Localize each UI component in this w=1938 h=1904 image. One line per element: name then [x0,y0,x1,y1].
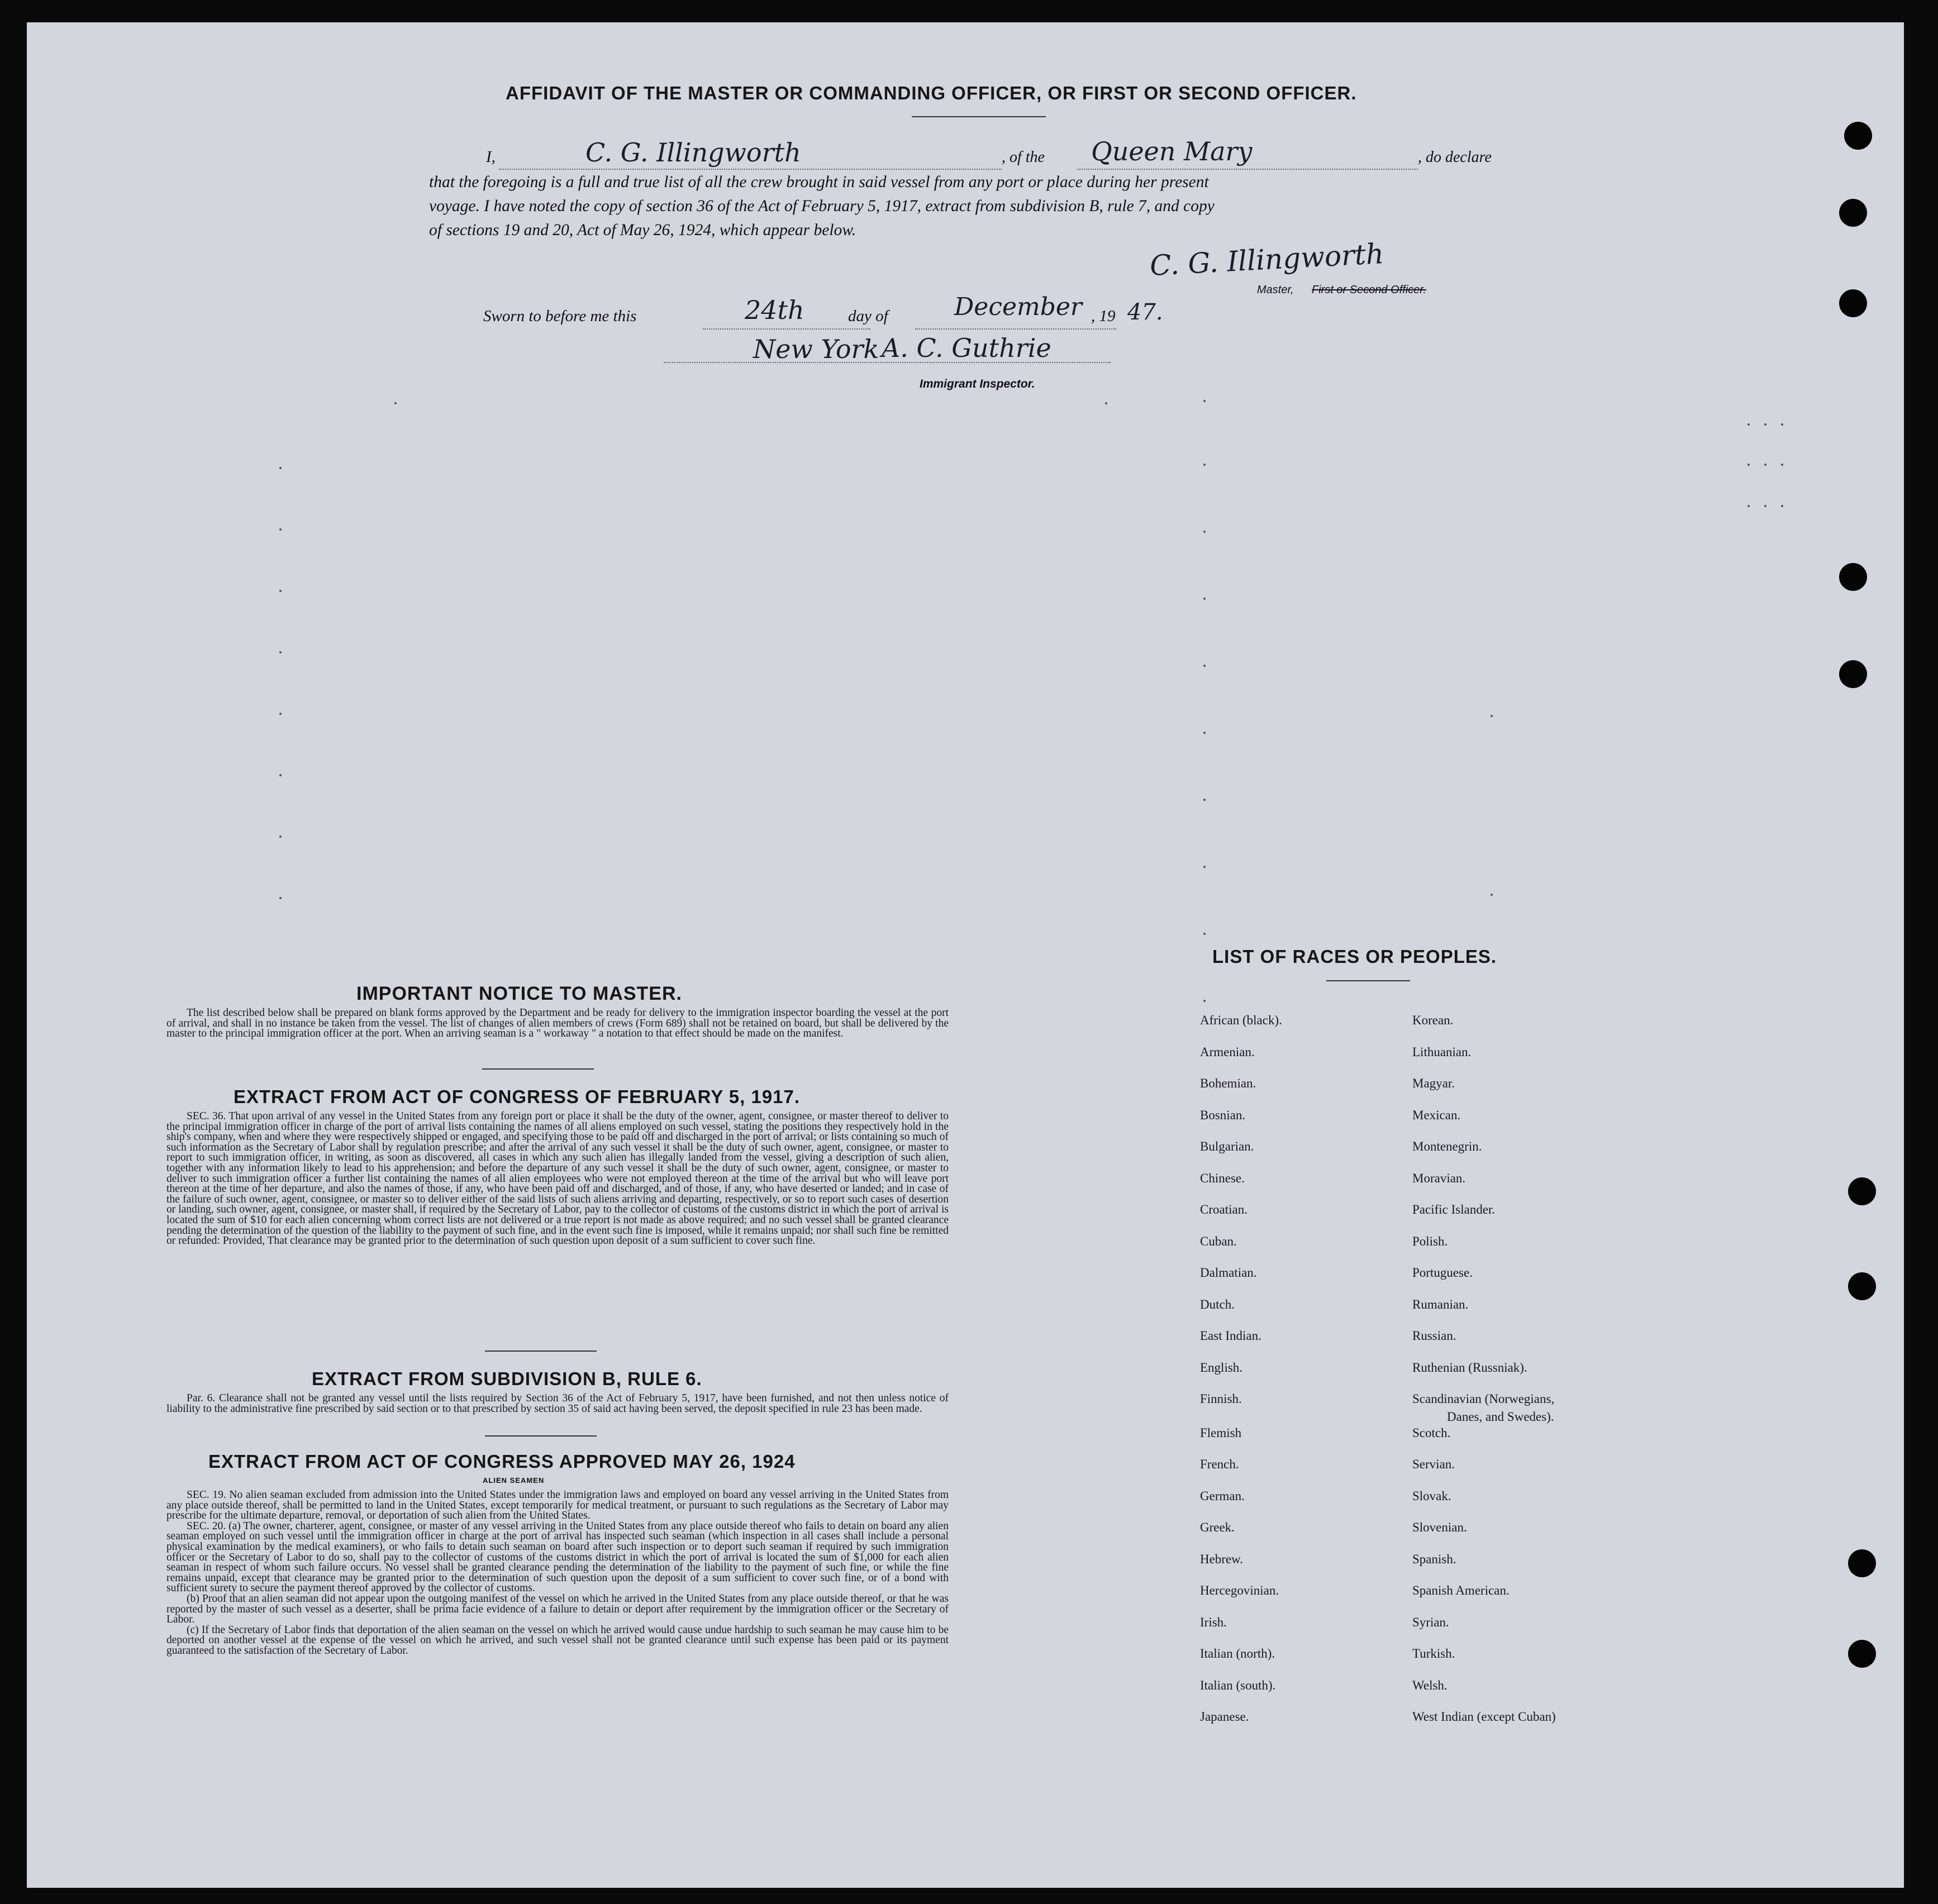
race-item: German. [1200,1489,1245,1503]
extract-1917-title: EXTRACT FROM ACT OF CONGRESS OF FEBRUARY 5, 1917. [234,1086,801,1107]
affidavit-body-line-3: of sections 19 and 20, Act of May 26, 1924, which appear below. [429,221,856,239]
print-dot [279,651,282,653]
notice-text: The list described below shall be prepared on blank forms approved by the Department and be ready for delivery to the immigration inspector boarding the vessel at the port of arrival, and shall in no instance be taken from the vessel. The list of changes of alien members of crews (Form 689) shall not be retained on board, but shall be delivered by the master to the principal immigration officer at the port. When an arriving seaman is a " workaway " a notation to that effect should be made on the manifest. [166,1007,949,1040]
print-dot [1203,933,1206,935]
race-item: Hebrew. [1200,1552,1244,1566]
month-handwritten: December [954,293,1082,321]
race-item: Scandinavian (Norwegians, [1412,1392,1555,1406]
print-dot [1105,402,1107,404]
affidavit-title: AFFIDAVIT OF THE MASTER OR COMMANDING OFFICER, OR FIRST OR SECOND OFFICER. [506,83,1357,103]
race-item: English. [1200,1361,1243,1375]
race-item: Armenian. [1200,1045,1255,1059]
extract-1924-subtitle: ALIEN SEAMEN [483,1476,545,1485]
race-item: African (black). [1200,1013,1282,1027]
race-item: Italian (north). [1200,1647,1275,1660]
race-item: East Indian. [1200,1329,1261,1343]
race-item: Turkish. [1412,1647,1455,1660]
race-item: Chinese. [1200,1171,1245,1185]
print-dot [1781,423,1783,426]
print-dot [1203,531,1206,533]
inspector-place-handwritten: New York [753,334,879,364]
punch-hole [1844,122,1872,150]
print-dot [1747,423,1750,426]
race-item: Scotch. [1412,1426,1451,1440]
affidavit-i-label: I, [486,148,496,166]
day-handwritten: 24th [745,295,804,325]
affidavit-body-line-1: that the foregoing is a full and true list of all the crew brought in said vessel from any port or place during her present [429,173,1209,191]
sec-20b-text: (b) Proof that an alien seaman did not appear upon the outgoing manifest of the vessel on which he arrived in the United States from any place outside thereof, or that he was reported by the master of such vessel as a deserter, shall be prima facie evidence of a failure to detain or deport after requirement by the immigration officer or the Secretary of Labor. [166,1592,949,1626]
do-declare-label: , do declare [1418,149,1492,166]
print-dot [1491,894,1493,896]
race-item: Bosnian. [1200,1108,1246,1122]
race-item: Slovak. [1412,1489,1451,1503]
race-item: Ruthenian (Russniak). [1412,1361,1527,1375]
race-item: Syrian. [1412,1615,1449,1629]
race-item: Russian. [1412,1329,1456,1343]
punch-hole [1839,563,1867,591]
print-dot [279,774,282,776]
print-dot [1203,665,1206,667]
document-page [27,22,1904,1888]
race-item: Welsh. [1412,1678,1447,1692]
extract-1924-body [166,1490,949,1657]
race-item: Spanish. [1412,1552,1456,1566]
day-of-label: day of [848,307,888,325]
punch-hole [1848,1177,1876,1205]
print-dot [279,713,282,715]
print-dot [1203,464,1206,466]
race-item: Slovenian. [1412,1520,1467,1534]
print-dot [1781,464,1783,466]
race-item: Pacific Islander. [1412,1202,1496,1216]
print-dot [279,528,282,531]
race-item: Cuban. [1200,1234,1237,1248]
race-item: Dalmatian. [1200,1266,1257,1280]
print-dot [1764,423,1766,426]
race-item: Italian (south). [1200,1678,1276,1692]
race-item: Japanese. [1200,1710,1249,1724]
punch-hole [1839,660,1867,688]
race-item: Finnish. [1200,1392,1242,1406]
struck-officer-label: First or Second Officer. [1312,284,1426,296]
affidavit-title-rule [912,116,1046,117]
race-item: Bohemian. [1200,1076,1256,1090]
print-dot [1203,1000,1206,1002]
month-blank [915,328,1116,330]
race-item: Dutch. [1200,1297,1235,1311]
race-item: Flemish [1200,1426,1242,1440]
of-the-label: , of the [1002,149,1045,166]
race-item: Bulgarian. [1200,1139,1254,1153]
print-dot [1203,400,1206,402]
extract-rule6-text: Par. 6. Clearance shall not be granted any vessel until the lists required by Section 36 of the Act of February 5, 1917, have been furnished, and not then unless notice of liability to the administrative fine prescribed by said section or to that prescribed by section 35 of said act having been served, the deposit specified in rule 23 has been made. [166,1392,949,1415]
year-prefix: , 19 [1091,307,1116,325]
year-handwritten: 47. [1127,299,1163,325]
print-dot [394,402,397,404]
extract-1917-text: SEC. 36. That upon arrival of any vessel in the United States from any foreign port or place it shall be the duty of the owner, agent, consignee, or master thereof to deliver to the principal immigration officer in charge of the port of arrival lists containing the names of all aliens employed on such vessel, stating the positions they respectively hold in the ship's company, when and where they were respectively shipped or engaged, and specifying those to be paid off and discharged in the port of arrival; or lists containing so much of such information as the Secretary of Labor shall by regulation prescribe; and after the arrival of any such vessel it shall be the duty of such owner, agent, consignee, or master to report to such immigration officer, in writing, as soon as discovered, all cases in which any such alien has illegally landed from the vessel, giving a description of such alien, together with any information likely to lead to his apprehension; and before the departure of any such vessel it shall be the duty of such owner, agent, consignee, or master to deliver to such immigration officer a further list containing the names of all alien employees who were not employed thereon at the time of the arrival but who will leave port thereon at the time of her departure, and also the names of those, if any, who have been paid off and discharged, and of those, if any, who have deserted or landed; and in case of the failure of such owner, agent, consignee, or master so to deliver either of the said lists of such aliens arriving and departing, respectively, or so to report such cases of desertion or landing, such owner, agent, consignee, or master shall, if required by the Secretary of Labor, pay to the collector of customs of the customs district in which the port of arrival is located the sum of $10 for each alien concerning whom correct lists are not delivered or a true report is not made as above required; and no such vessel shall be granted clearance pending the determination of the question of the liability to the payment of such fine, and in the event such fine is imposed, while it remains unpaid; nor shall such fine be remitted or refunded: Provided, That clearance may be granted prior to the determination of such question upon deposit of a sum sufficient to cover such fine. [166,1110,949,1247]
race-item: Lithuanian. [1412,1045,1472,1059]
race-item: Greek. [1200,1520,1235,1534]
race-item-continuation: Danes, and Swedes). [1447,1410,1554,1424]
inspector-label: Immigrant Inspector. [920,378,1035,390]
race-item: Moravian. [1412,1171,1466,1185]
sec-20a-text: SEC. 20. (a) The owner, charterer, agent, consignee, or master of any vessel arriving in the United States from any place outside thereof who fails to detain on board any alien seaman employed on such vessel until the immigration officer in charge at the port of arrival has inspected such seaman (which inspection in all cases shall include a personal physical examination by the medical examiners), or who fails to detain such seaman on board after such inspection or to deport such seaman if required by such immigration officer or the Secretary of Labor to do so, shall pay to the collector of customs of the customs district in which the port of arrival is located the sum of $1,000 for each alien seaman in respect of whom such failure occurs. No vessel shall be granted clearance pending the determination of the liability to the payment of such fine, or while the fine remains unpaid, except that clearance may be granted prior to the determination of such question upon the deposit of a sum sufficient to cover such fine, or of a bond with sufficient surety to secure the payment thereof approved by the collector of customs. [166,1520,949,1595]
print-dot [1203,732,1206,734]
punch-hole [1848,1549,1876,1577]
punch-hole [1839,289,1867,317]
print-dot [279,836,282,838]
punch-hole [1839,199,1867,227]
master-signature: C. G. Illingworth [1149,237,1385,282]
day-blank [703,328,870,330]
extract-1917-rule [485,1351,597,1352]
affidavit-body-line-2: voyage. I have noted the copy of section 36 of the Act of February 5, 1917, extract from subdivision B, rule 7, and copy [429,197,1215,215]
notice-rule [482,1068,594,1070]
print-dot [1203,799,1206,801]
race-item: Rumanian. [1412,1297,1469,1311]
races-title-rule [1326,980,1410,981]
print-dot [1764,464,1766,466]
sec-19-text: SEC. 19. No alien seaman excluded from admission into the United States under the immigration laws and employed on board any vessel arriving in the United States from any place outside thereof, shall be permitted to land in the United States, except temporarily for medical treatment, or pursuant to such regulations as the Secretary of Labor may prescribe for the ultimate departure, removal, or deportation of such alien from the United States. [166,1489,949,1522]
race-item: Korean. [1412,1013,1454,1027]
race-item: Polish. [1412,1234,1448,1248]
race-item: Spanish American. [1412,1583,1510,1597]
punch-hole [1848,1272,1876,1300]
race-item: Mexican. [1412,1108,1461,1122]
print-dot [1747,505,1750,507]
extract-rule6-title: EXTRACT FROM SUBDIVISION B, RULE 6. [312,1368,702,1389]
print-dot [1491,715,1493,717]
sworn-label: Sworn to before me this [483,307,637,325]
race-item: West Indian (except Cuban) [1412,1710,1556,1724]
extract-rule6-rule [485,1435,597,1437]
race-item: French. [1200,1457,1239,1471]
race-item: Servian. [1412,1457,1455,1471]
notice-title: IMPORTANT NOTICE TO MASTER. [356,983,682,1004]
race-item: Portuguese. [1412,1266,1473,1280]
race-item: Irish. [1200,1615,1227,1629]
master-name-handwritten: C. G. Illingworth [585,137,801,168]
race-item: Hercegovinian. [1200,1583,1279,1597]
print-dot [1747,464,1750,466]
print-dot [1203,866,1206,868]
print-dot [279,467,282,469]
sec-20c-text: (c) If the Secretary of Labor finds that deportation of the alien seaman on the vessel on which he arrived would cause undue hardship to such seaman he may cause him to be deported on another vessel at the expense of the vessel on which he arrived, and such vessel shall not be granted clearance until such expense has been paid or its payment guaranteed to the satisfaction of the Secretary of Labor. [166,1624,949,1657]
master-label: Master, [1257,284,1294,296]
print-dot [279,897,282,899]
inspector-signature: A. C. Guthrie [882,333,1051,363]
print-dot [1203,598,1206,600]
extract-1924-title: EXTRACT FROM ACT OF CONGRESS APPROVED MAY 26, 1924 [208,1451,796,1472]
race-item: Magyar. [1412,1076,1455,1090]
print-dot [279,590,282,592]
race-item: Montenegrin. [1412,1139,1482,1153]
master-name-blank [499,169,1002,170]
vessel-name-handwritten: Queen Mary [1091,136,1253,166]
print-dot [1764,505,1766,507]
race-item: Croatian. [1200,1202,1247,1216]
vessel-name-blank [1077,169,1418,170]
races-title: LIST OF RACES OR PEOPLES. [1212,946,1497,967]
print-dot [1781,505,1783,507]
punch-hole [1848,1640,1876,1668]
